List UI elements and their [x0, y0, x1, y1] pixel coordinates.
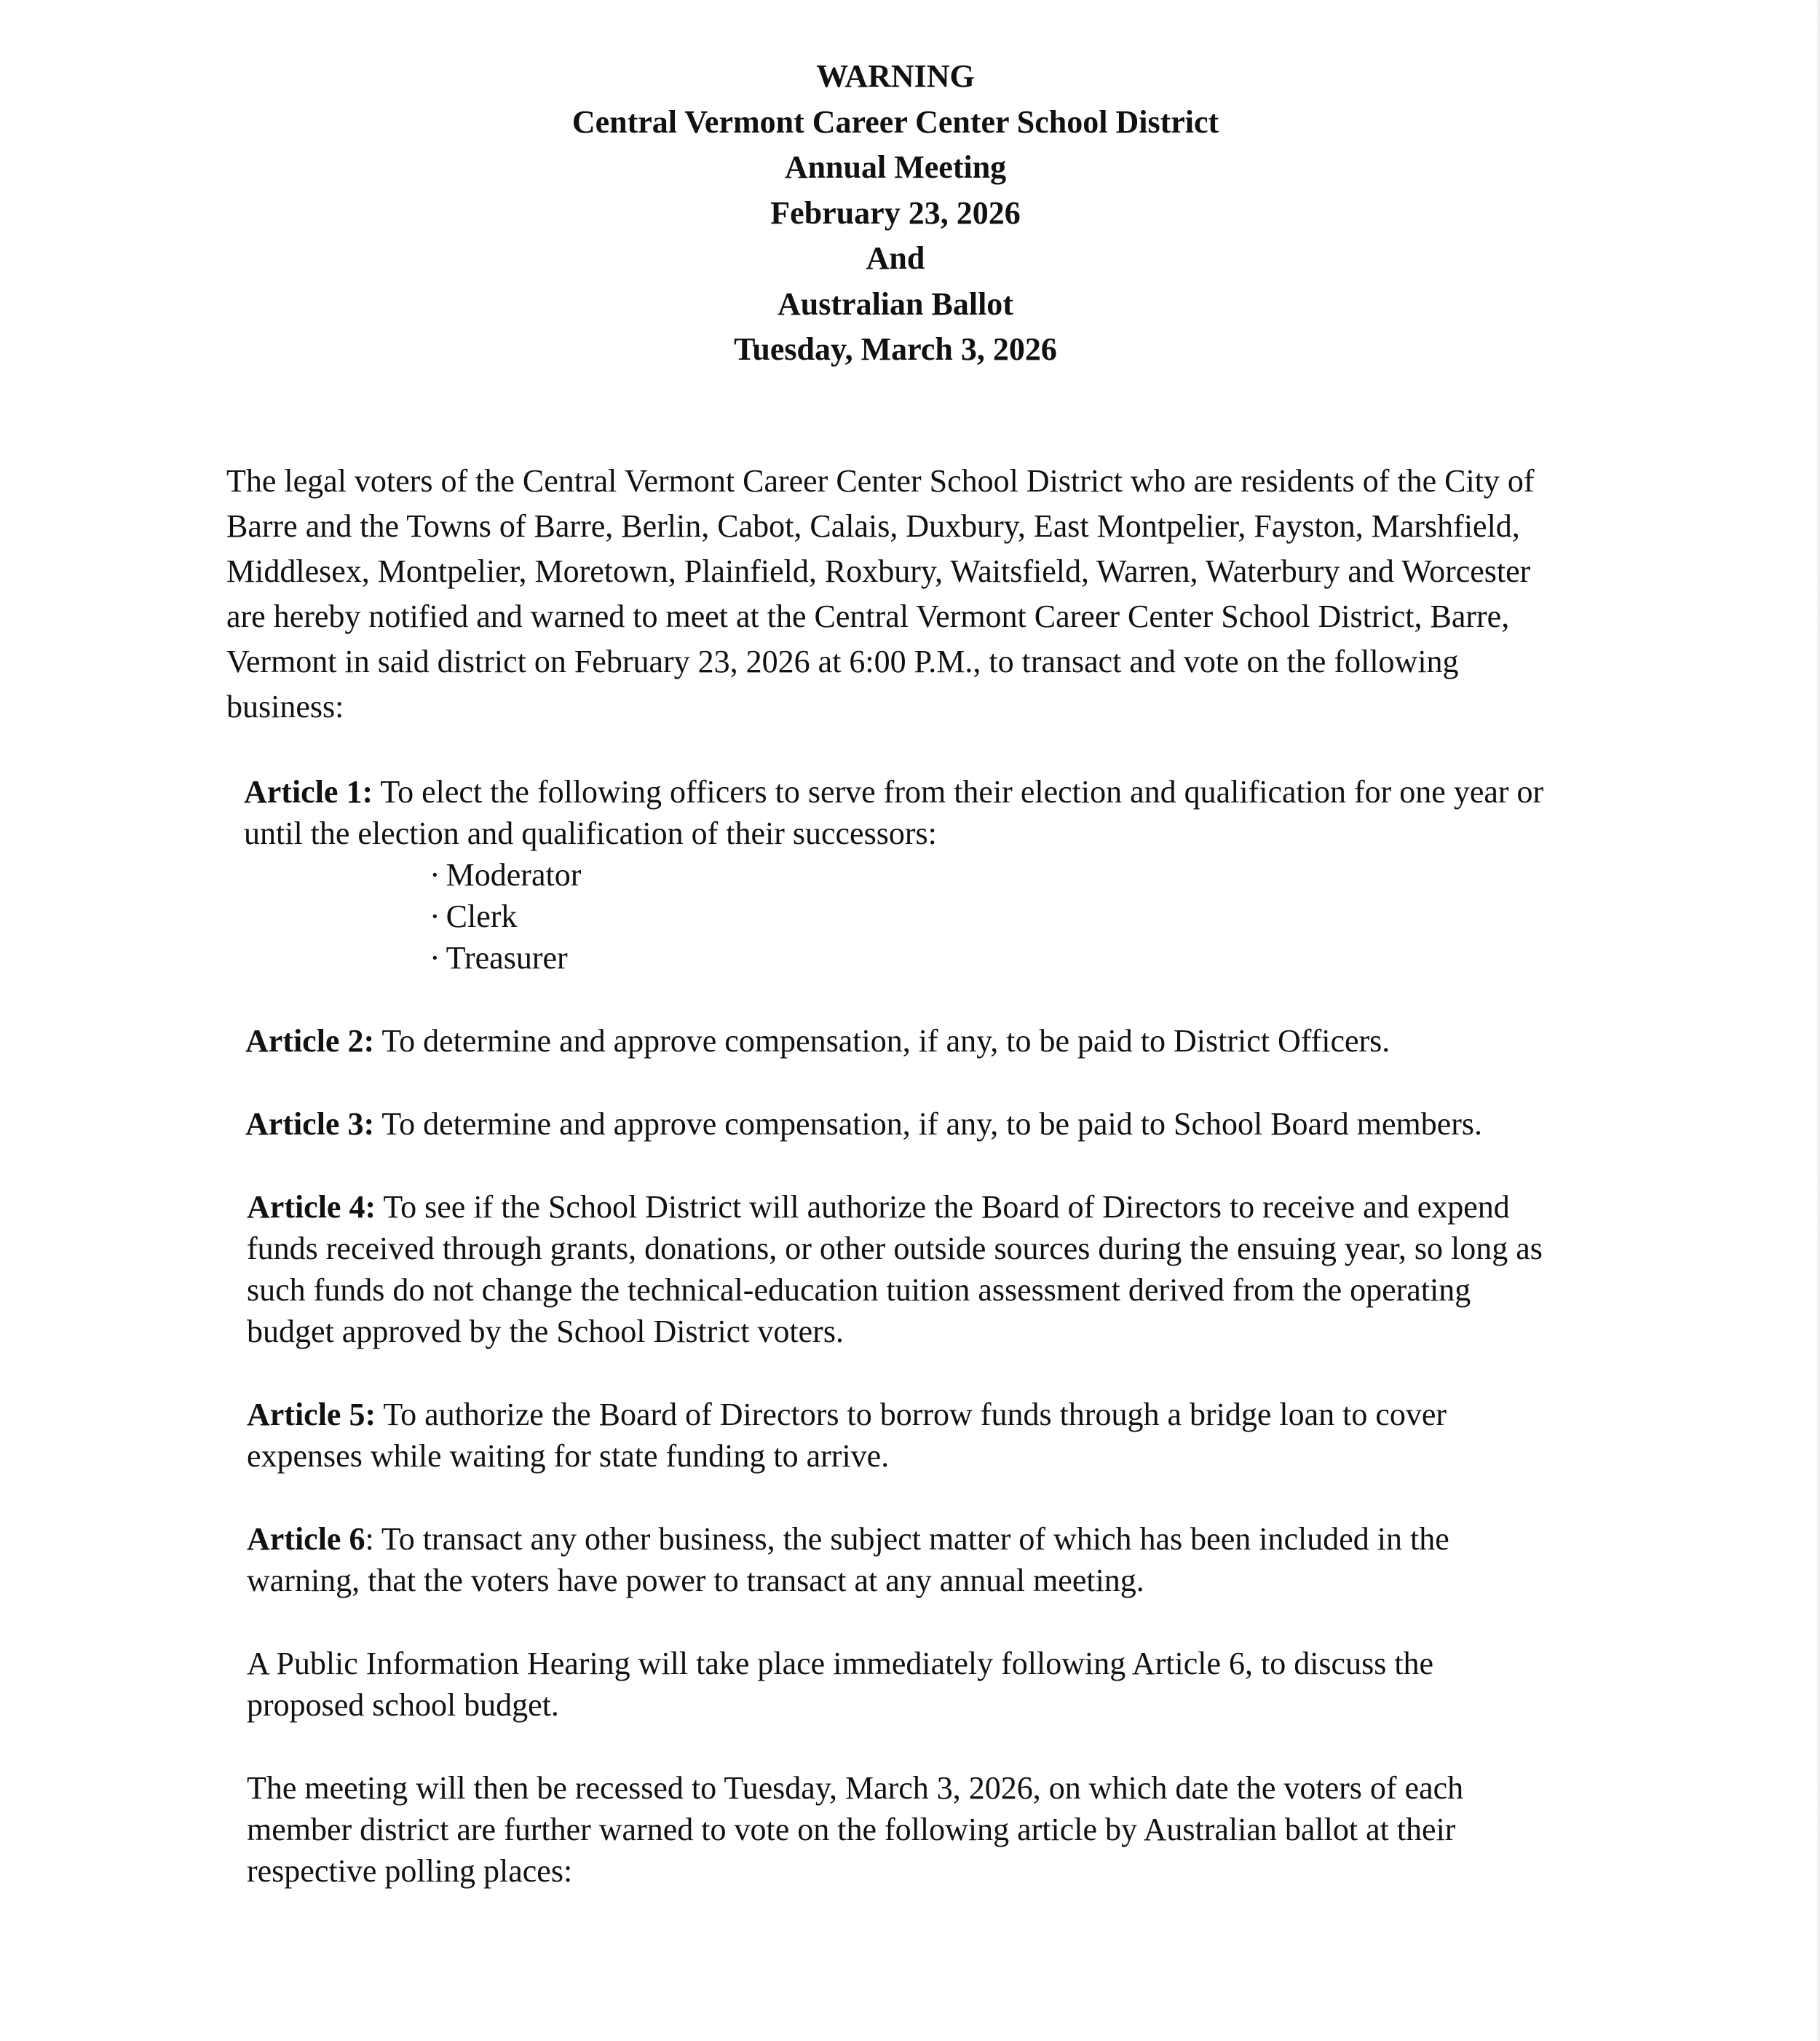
- article-1-text: To elect the following officers to serve from their election and qualification for one year or until the election and qualification of their successors:: [244, 774, 1544, 851]
- officer-treasurer: Treasurer: [446, 940, 568, 976]
- article-5-label: Article 5:: [247, 1397, 376, 1432]
- intro-text: The legal voters of the Central Vermont Career Center School District who are residents of the City of Barre and the Towns of Barre, Berlin, Cabot, Calais, Duxbury, East Montpelier, Fayston, Marshfield, Middlesex, Montpelier, Moretown, Plainfield, Roxbury, Waitsfield, Warren, Waterbury and Worcester are hereby notified and warned to meet at the Central Vermont Career Center School District, Barre, Vermont in said district on February 23, 2026 at 6:00 P.M., to transact and vote on the following business:: [226, 463, 1535, 725]
- officer-item: [430, 937, 1554, 979]
- article-1-label: Article 1:: [244, 774, 373, 810]
- public-hearing-text: A Public Information Hearing will take place immediately following Article 6, to discuss the proposed school budget.: [247, 1646, 1434, 1723]
- bullet-icon: ·: [430, 899, 440, 934]
- article-3: [244, 1103, 1554, 1145]
- article-2-text: To determine and approve compensation, if any, to be paid to District Officers.: [381, 1023, 1390, 1059]
- warning-header: [0, 54, 1791, 373]
- recess-paragraph: [244, 1767, 1554, 1892]
- article-1: [244, 771, 1554, 979]
- officer-list: [244, 854, 1554, 979]
- article-4: [244, 1186, 1554, 1352]
- article-6-text: : To transact any other business, the subject matter of which has been included in the warning, that the voters have power to transact at any annual meeting.: [247, 1521, 1449, 1598]
- header-title: WARNING: [816, 58, 975, 94]
- scan-edge-shadow: [1816, 0, 1820, 2041]
- articles-section: [244, 771, 1554, 1933]
- article-5: [244, 1394, 1554, 1477]
- article-3-text: To determine and approve compensation, if any, to be paid to School Board members.: [381, 1106, 1483, 1142]
- officer-moderator: Moderator: [446, 857, 582, 893]
- header-ballot: Australian Ballot: [778, 285, 1013, 322]
- intro-paragraph: [226, 459, 1566, 730]
- bullet-icon: ·: [430, 857, 440, 893]
- officer-item: [430, 854, 1554, 896]
- article-4-label: Article 4:: [247, 1189, 376, 1225]
- header-district: Central Vermont Career Center School District: [571, 103, 1219, 140]
- article-6-label: Article 6: [247, 1521, 365, 1557]
- article-6: [244, 1518, 1554, 1601]
- article-5-text: To authorize the Board of Directors to borrow funds through a bridge loan to cover expenses while waiting for state funding to arrive.: [247, 1397, 1447, 1474]
- recess-text: The meeting will then be recessed to Tuesday, March 3, 2026, on which date the voters of each member district are further warned to vote on the following article by Australian ballot at their respective polling places:: [247, 1770, 1464, 1889]
- article-4-text: To see if the School District will authorize the Board of Directors to receive and expend funds received through grants, donations, or other outside sources during the ensuing year, so long as such funds do not change the technical-education tuition assessment derived from the operating budget approved by the School District voters.: [247, 1189, 1543, 1349]
- bullet-icon: ·: [430, 940, 440, 976]
- header-meeting-date: February 23, 2026: [770, 194, 1021, 231]
- article-3-label: Article 3:: [245, 1106, 375, 1142]
- header-meeting: Annual Meeting: [784, 149, 1007, 185]
- header-and: And: [866, 240, 925, 276]
- officer-item: [430, 896, 1554, 937]
- article-2: [244, 1020, 1554, 1062]
- public-hearing-paragraph: [244, 1643, 1554, 1726]
- article-2-label: Article 2:: [245, 1023, 375, 1059]
- officer-clerk: Clerk: [446, 899, 518, 934]
- header-ballot-date: Tuesday, March 3, 2026: [734, 331, 1057, 367]
